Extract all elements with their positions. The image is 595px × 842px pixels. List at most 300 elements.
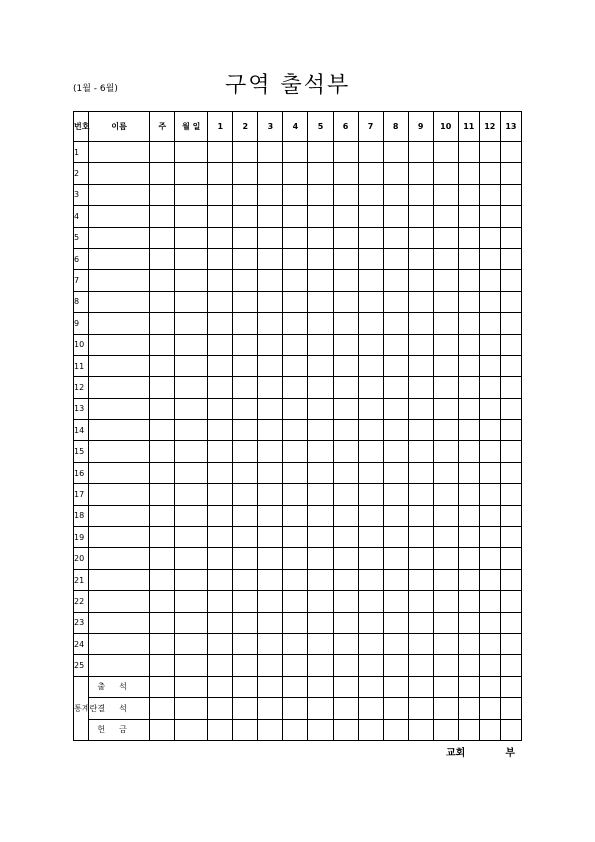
summary-cell[interactable] — [408, 676, 433, 697]
attendance-cell[interactable] — [500, 313, 521, 334]
attendance-cell[interactable] — [258, 227, 283, 248]
attendance-cell[interactable] — [175, 420, 208, 441]
attendance-cell[interactable] — [433, 355, 458, 376]
attendance-cell[interactable] — [500, 377, 521, 398]
attendance-cell[interactable] — [333, 420, 358, 441]
attendance-cell[interactable] — [233, 163, 258, 184]
attendance-cell[interactable] — [408, 527, 433, 548]
attendance-cell[interactable] — [150, 484, 175, 505]
attendance-cell[interactable] — [433, 334, 458, 355]
attendance-cell[interactable] — [150, 248, 175, 269]
attendance-cell[interactable] — [258, 248, 283, 269]
attendance-cell[interactable] — [208, 313, 233, 334]
attendance-cell[interactable] — [283, 377, 308, 398]
attendance-cell[interactable] — [408, 248, 433, 269]
attendance-cell[interactable] — [150, 334, 175, 355]
attendance-cell[interactable] — [258, 163, 283, 184]
attendance-cell[interactable] — [479, 334, 500, 355]
attendance-cell[interactable] — [308, 420, 333, 441]
attendance-cell[interactable] — [458, 420, 479, 441]
name-cell[interactable] — [89, 633, 150, 654]
attendance-cell[interactable] — [500, 142, 521, 163]
attendance-cell[interactable] — [433, 612, 458, 633]
attendance-cell[interactable] — [458, 591, 479, 612]
attendance-cell[interactable] — [150, 462, 175, 483]
summary-cell[interactable] — [283, 698, 308, 719]
attendance-cell[interactable] — [175, 142, 208, 163]
attendance-cell[interactable] — [333, 591, 358, 612]
attendance-cell[interactable] — [458, 163, 479, 184]
attendance-cell[interactable] — [408, 355, 433, 376]
attendance-cell[interactable] — [433, 441, 458, 462]
name-cell[interactable] — [89, 142, 150, 163]
attendance-cell[interactable] — [308, 163, 333, 184]
attendance-cell[interactable] — [175, 527, 208, 548]
attendance-cell[interactable] — [308, 334, 333, 355]
attendance-cell[interactable] — [408, 206, 433, 227]
attendance-cell[interactable] — [408, 591, 433, 612]
attendance-cell[interactable] — [208, 462, 233, 483]
attendance-cell[interactable] — [233, 633, 258, 654]
attendance-cell[interactable] — [383, 313, 408, 334]
attendance-cell[interactable] — [208, 420, 233, 441]
attendance-cell[interactable] — [479, 462, 500, 483]
summary-cell[interactable] — [408, 698, 433, 719]
summary-cell[interactable] — [208, 719, 233, 740]
attendance-cell[interactable] — [258, 633, 283, 654]
attendance-cell[interactable] — [258, 441, 283, 462]
attendance-cell[interactable] — [333, 655, 358, 676]
attendance-cell[interactable] — [150, 313, 175, 334]
attendance-cell[interactable] — [283, 313, 308, 334]
attendance-cell[interactable] — [283, 441, 308, 462]
attendance-cell[interactable] — [433, 655, 458, 676]
attendance-cell[interactable] — [233, 291, 258, 312]
attendance-cell[interactable] — [479, 441, 500, 462]
attendance-cell[interactable] — [433, 163, 458, 184]
attendance-cell[interactable] — [258, 591, 283, 612]
attendance-cell[interactable] — [258, 355, 283, 376]
attendance-cell[interactable] — [433, 548, 458, 569]
attendance-cell[interactable] — [479, 227, 500, 248]
summary-cell[interactable] — [408, 719, 433, 740]
attendance-cell[interactable] — [175, 334, 208, 355]
attendance-cell[interactable] — [283, 633, 308, 654]
summary-cell[interactable] — [500, 698, 521, 719]
attendance-cell[interactable] — [479, 420, 500, 441]
attendance-cell[interactable] — [175, 248, 208, 269]
attendance-cell[interactable] — [358, 398, 383, 419]
attendance-cell[interactable] — [358, 484, 383, 505]
attendance-cell[interactable] — [233, 527, 258, 548]
attendance-cell[interactable] — [283, 334, 308, 355]
attendance-cell[interactable] — [150, 633, 175, 654]
attendance-cell[interactable] — [358, 377, 383, 398]
attendance-cell[interactable] — [233, 184, 258, 205]
attendance-cell[interactable] — [283, 420, 308, 441]
attendance-cell[interactable] — [458, 355, 479, 376]
summary-cell[interactable] — [258, 719, 283, 740]
attendance-cell[interactable] — [175, 441, 208, 462]
attendance-cell[interactable] — [258, 291, 283, 312]
attendance-cell[interactable] — [408, 334, 433, 355]
attendance-cell[interactable] — [175, 484, 208, 505]
attendance-cell[interactable] — [175, 270, 208, 291]
name-cell[interactable] — [89, 355, 150, 376]
attendance-cell[interactable] — [500, 270, 521, 291]
attendance-cell[interactable] — [383, 505, 408, 526]
attendance-cell[interactable] — [258, 484, 283, 505]
attendance-cell[interactable] — [333, 484, 358, 505]
attendance-cell[interactable] — [408, 377, 433, 398]
attendance-cell[interactable] — [333, 291, 358, 312]
attendance-cell[interactable] — [283, 206, 308, 227]
attendance-cell[interactable] — [433, 527, 458, 548]
summary-cell[interactable] — [479, 676, 500, 697]
attendance-cell[interactable] — [283, 227, 308, 248]
attendance-cell[interactable] — [258, 462, 283, 483]
attendance-cell[interactable] — [500, 398, 521, 419]
attendance-cell[interactable] — [358, 569, 383, 590]
attendance-cell[interactable] — [479, 291, 500, 312]
attendance-cell[interactable] — [258, 420, 283, 441]
attendance-cell[interactable] — [433, 142, 458, 163]
attendance-cell[interactable] — [233, 548, 258, 569]
attendance-cell[interactable] — [408, 612, 433, 633]
attendance-cell[interactable] — [308, 142, 333, 163]
attendance-cell[interactable] — [258, 313, 283, 334]
attendance-cell[interactable] — [458, 505, 479, 526]
summary-cell[interactable] — [258, 676, 283, 697]
name-cell[interactable] — [89, 313, 150, 334]
attendance-cell[interactable] — [408, 227, 433, 248]
attendance-cell[interactable] — [175, 163, 208, 184]
attendance-cell[interactable] — [208, 206, 233, 227]
attendance-cell[interactable] — [500, 441, 521, 462]
attendance-cell[interactable] — [433, 270, 458, 291]
attendance-cell[interactable] — [150, 270, 175, 291]
attendance-cell[interactable] — [208, 484, 233, 505]
summary-cell[interactable] — [333, 676, 358, 697]
attendance-cell[interactable] — [500, 184, 521, 205]
attendance-cell[interactable] — [333, 142, 358, 163]
attendance-cell[interactable] — [208, 163, 233, 184]
attendance-cell[interactable] — [383, 184, 408, 205]
attendance-cell[interactable] — [150, 206, 175, 227]
attendance-cell[interactable] — [283, 248, 308, 269]
attendance-cell[interactable] — [233, 441, 258, 462]
summary-cell[interactable] — [233, 719, 258, 740]
attendance-cell[interactable] — [208, 591, 233, 612]
name-cell[interactable] — [89, 441, 150, 462]
attendance-cell[interactable] — [358, 313, 383, 334]
attendance-cell[interactable] — [208, 355, 233, 376]
attendance-cell[interactable] — [150, 355, 175, 376]
attendance-cell[interactable] — [150, 591, 175, 612]
attendance-cell[interactable] — [308, 291, 333, 312]
attendance-cell[interactable] — [283, 163, 308, 184]
summary-cell[interactable] — [383, 698, 408, 719]
attendance-cell[interactable] — [208, 505, 233, 526]
attendance-cell[interactable] — [358, 142, 383, 163]
attendance-cell[interactable] — [333, 441, 358, 462]
attendance-cell[interactable] — [258, 377, 283, 398]
attendance-cell[interactable] — [308, 569, 333, 590]
attendance-cell[interactable] — [458, 313, 479, 334]
name-cell[interactable] — [89, 291, 150, 312]
attendance-cell[interactable] — [333, 569, 358, 590]
attendance-cell[interactable] — [500, 527, 521, 548]
attendance-cell[interactable] — [458, 548, 479, 569]
attendance-cell[interactable] — [383, 398, 408, 419]
attendance-cell[interactable] — [500, 248, 521, 269]
attendance-cell[interactable] — [208, 270, 233, 291]
attendance-cell[interactable] — [308, 548, 333, 569]
attendance-cell[interactable] — [433, 377, 458, 398]
attendance-cell[interactable] — [408, 313, 433, 334]
attendance-cell[interactable] — [233, 313, 258, 334]
attendance-cell[interactable] — [150, 527, 175, 548]
attendance-cell[interactable] — [479, 248, 500, 269]
attendance-cell[interactable] — [150, 291, 175, 312]
name-cell[interactable] — [89, 655, 150, 676]
attendance-cell[interactable] — [500, 227, 521, 248]
attendance-cell[interactable] — [208, 334, 233, 355]
summary-cell[interactable] — [150, 719, 175, 740]
name-cell[interactable] — [89, 612, 150, 633]
attendance-cell[interactable] — [150, 377, 175, 398]
name-cell[interactable] — [89, 569, 150, 590]
summary-cell[interactable] — [433, 719, 458, 740]
summary-cell[interactable] — [233, 676, 258, 697]
attendance-cell[interactable] — [333, 462, 358, 483]
name-cell[interactable] — [89, 377, 150, 398]
summary-cell[interactable] — [175, 698, 208, 719]
attendance-cell[interactable] — [358, 184, 383, 205]
attendance-cell[interactable] — [408, 655, 433, 676]
attendance-cell[interactable] — [458, 227, 479, 248]
summary-cell[interactable] — [175, 719, 208, 740]
summary-cell[interactable] — [433, 698, 458, 719]
attendance-cell[interactable] — [308, 248, 333, 269]
attendance-cell[interactable] — [283, 612, 308, 633]
attendance-cell[interactable] — [175, 377, 208, 398]
attendance-cell[interactable] — [479, 591, 500, 612]
attendance-cell[interactable] — [233, 655, 258, 676]
attendance-cell[interactable] — [458, 334, 479, 355]
attendance-cell[interactable] — [233, 462, 258, 483]
attendance-cell[interactable] — [258, 527, 283, 548]
attendance-cell[interactable] — [383, 462, 408, 483]
attendance-cell[interactable] — [433, 184, 458, 205]
summary-cell[interactable] — [500, 719, 521, 740]
attendance-cell[interactable] — [208, 142, 233, 163]
attendance-cell[interactable] — [283, 548, 308, 569]
attendance-cell[interactable] — [233, 227, 258, 248]
summary-cell[interactable] — [358, 676, 383, 697]
attendance-cell[interactable] — [333, 377, 358, 398]
attendance-cell[interactable] — [358, 527, 383, 548]
name-cell[interactable] — [89, 420, 150, 441]
attendance-cell[interactable] — [175, 355, 208, 376]
attendance-cell[interactable] — [208, 612, 233, 633]
attendance-cell[interactable] — [458, 527, 479, 548]
attendance-cell[interactable] — [500, 591, 521, 612]
attendance-cell[interactable] — [458, 184, 479, 205]
attendance-cell[interactable] — [358, 462, 383, 483]
attendance-cell[interactable] — [333, 548, 358, 569]
attendance-cell[interactable] — [308, 377, 333, 398]
summary-cell[interactable] — [433, 676, 458, 697]
attendance-cell[interactable] — [258, 398, 283, 419]
attendance-cell[interactable] — [208, 291, 233, 312]
attendance-cell[interactable] — [479, 270, 500, 291]
attendance-cell[interactable] — [433, 248, 458, 269]
attendance-cell[interactable] — [333, 227, 358, 248]
attendance-cell[interactable] — [333, 398, 358, 419]
name-cell[interactable] — [89, 184, 150, 205]
attendance-cell[interactable] — [333, 184, 358, 205]
summary-cell[interactable] — [458, 719, 479, 740]
attendance-cell[interactable] — [383, 420, 408, 441]
attendance-cell[interactable] — [333, 313, 358, 334]
attendance-cell[interactable] — [383, 377, 408, 398]
name-cell[interactable] — [89, 484, 150, 505]
attendance-cell[interactable] — [208, 548, 233, 569]
attendance-cell[interactable] — [458, 612, 479, 633]
attendance-cell[interactable] — [433, 633, 458, 654]
attendance-cell[interactable] — [358, 248, 383, 269]
attendance-cell[interactable] — [383, 548, 408, 569]
attendance-cell[interactable] — [408, 633, 433, 654]
attendance-cell[interactable] — [383, 527, 408, 548]
attendance-cell[interactable] — [383, 484, 408, 505]
summary-cell[interactable] — [479, 719, 500, 740]
summary-cell[interactable] — [150, 676, 175, 697]
attendance-cell[interactable] — [175, 505, 208, 526]
attendance-cell[interactable] — [283, 655, 308, 676]
attendance-cell[interactable] — [208, 441, 233, 462]
attendance-cell[interactable] — [308, 633, 333, 654]
attendance-cell[interactable] — [208, 569, 233, 590]
attendance-cell[interactable] — [500, 420, 521, 441]
attendance-cell[interactable] — [500, 484, 521, 505]
summary-cell[interactable] — [479, 698, 500, 719]
summary-cell[interactable] — [283, 676, 308, 697]
attendance-cell[interactable] — [175, 591, 208, 612]
attendance-cell[interactable] — [408, 270, 433, 291]
attendance-cell[interactable] — [233, 420, 258, 441]
attendance-cell[interactable] — [458, 248, 479, 269]
attendance-cell[interactable] — [408, 291, 433, 312]
attendance-cell[interactable] — [308, 655, 333, 676]
attendance-cell[interactable] — [408, 163, 433, 184]
attendance-cell[interactable] — [308, 270, 333, 291]
name-cell[interactable] — [89, 591, 150, 612]
attendance-cell[interactable] — [458, 462, 479, 483]
name-cell[interactable] — [89, 248, 150, 269]
attendance-cell[interactable] — [458, 377, 479, 398]
attendance-cell[interactable] — [479, 398, 500, 419]
attendance-cell[interactable] — [458, 270, 479, 291]
attendance-cell[interactable] — [383, 355, 408, 376]
attendance-cell[interactable] — [358, 227, 383, 248]
summary-cell[interactable] — [308, 719, 333, 740]
attendance-cell[interactable] — [308, 484, 333, 505]
summary-cell[interactable] — [308, 676, 333, 697]
summary-cell[interactable] — [500, 676, 521, 697]
attendance-cell[interactable] — [150, 612, 175, 633]
attendance-cell[interactable] — [500, 462, 521, 483]
attendance-cell[interactable] — [208, 227, 233, 248]
attendance-cell[interactable] — [308, 206, 333, 227]
attendance-cell[interactable] — [283, 142, 308, 163]
attendance-cell[interactable] — [358, 441, 383, 462]
attendance-cell[interactable] — [500, 655, 521, 676]
attendance-cell[interactable] — [333, 633, 358, 654]
attendance-cell[interactable] — [283, 591, 308, 612]
attendance-cell[interactable] — [175, 206, 208, 227]
summary-cell[interactable] — [458, 676, 479, 697]
attendance-cell[interactable] — [479, 163, 500, 184]
attendance-cell[interactable] — [383, 633, 408, 654]
attendance-cell[interactable] — [500, 548, 521, 569]
attendance-cell[interactable] — [500, 334, 521, 355]
summary-cell[interactable] — [308, 698, 333, 719]
attendance-cell[interactable] — [479, 612, 500, 633]
attendance-cell[interactable] — [208, 633, 233, 654]
name-cell[interactable] — [89, 398, 150, 419]
attendance-cell[interactable] — [258, 505, 283, 526]
attendance-cell[interactable] — [408, 142, 433, 163]
attendance-cell[interactable] — [150, 569, 175, 590]
attendance-cell[interactable] — [233, 270, 258, 291]
attendance-cell[interactable] — [358, 270, 383, 291]
attendance-cell[interactable] — [283, 184, 308, 205]
attendance-cell[interactable] — [358, 163, 383, 184]
attendance-cell[interactable] — [383, 142, 408, 163]
attendance-cell[interactable] — [308, 184, 333, 205]
summary-cell[interactable] — [358, 719, 383, 740]
attendance-cell[interactable] — [175, 227, 208, 248]
attendance-cell[interactable] — [458, 569, 479, 590]
summary-cell[interactable] — [233, 698, 258, 719]
summary-cell[interactable] — [175, 676, 208, 697]
attendance-cell[interactable] — [150, 184, 175, 205]
attendance-cell[interactable] — [308, 591, 333, 612]
attendance-cell[interactable] — [258, 142, 283, 163]
attendance-cell[interactable] — [408, 441, 433, 462]
attendance-cell[interactable] — [358, 291, 383, 312]
name-cell[interactable] — [89, 227, 150, 248]
summary-cell[interactable] — [383, 719, 408, 740]
attendance-cell[interactable] — [500, 569, 521, 590]
summary-cell[interactable] — [458, 698, 479, 719]
attendance-cell[interactable] — [500, 633, 521, 654]
summary-cell[interactable] — [258, 698, 283, 719]
attendance-cell[interactable] — [408, 548, 433, 569]
attendance-cell[interactable] — [150, 227, 175, 248]
attendance-cell[interactable] — [500, 505, 521, 526]
name-cell[interactable] — [89, 270, 150, 291]
attendance-cell[interactable] — [175, 633, 208, 654]
attendance-cell[interactable] — [333, 334, 358, 355]
attendance-cell[interactable] — [433, 420, 458, 441]
attendance-cell[interactable] — [233, 569, 258, 590]
attendance-cell[interactable] — [358, 206, 383, 227]
attendance-cell[interactable] — [233, 591, 258, 612]
attendance-cell[interactable] — [479, 484, 500, 505]
